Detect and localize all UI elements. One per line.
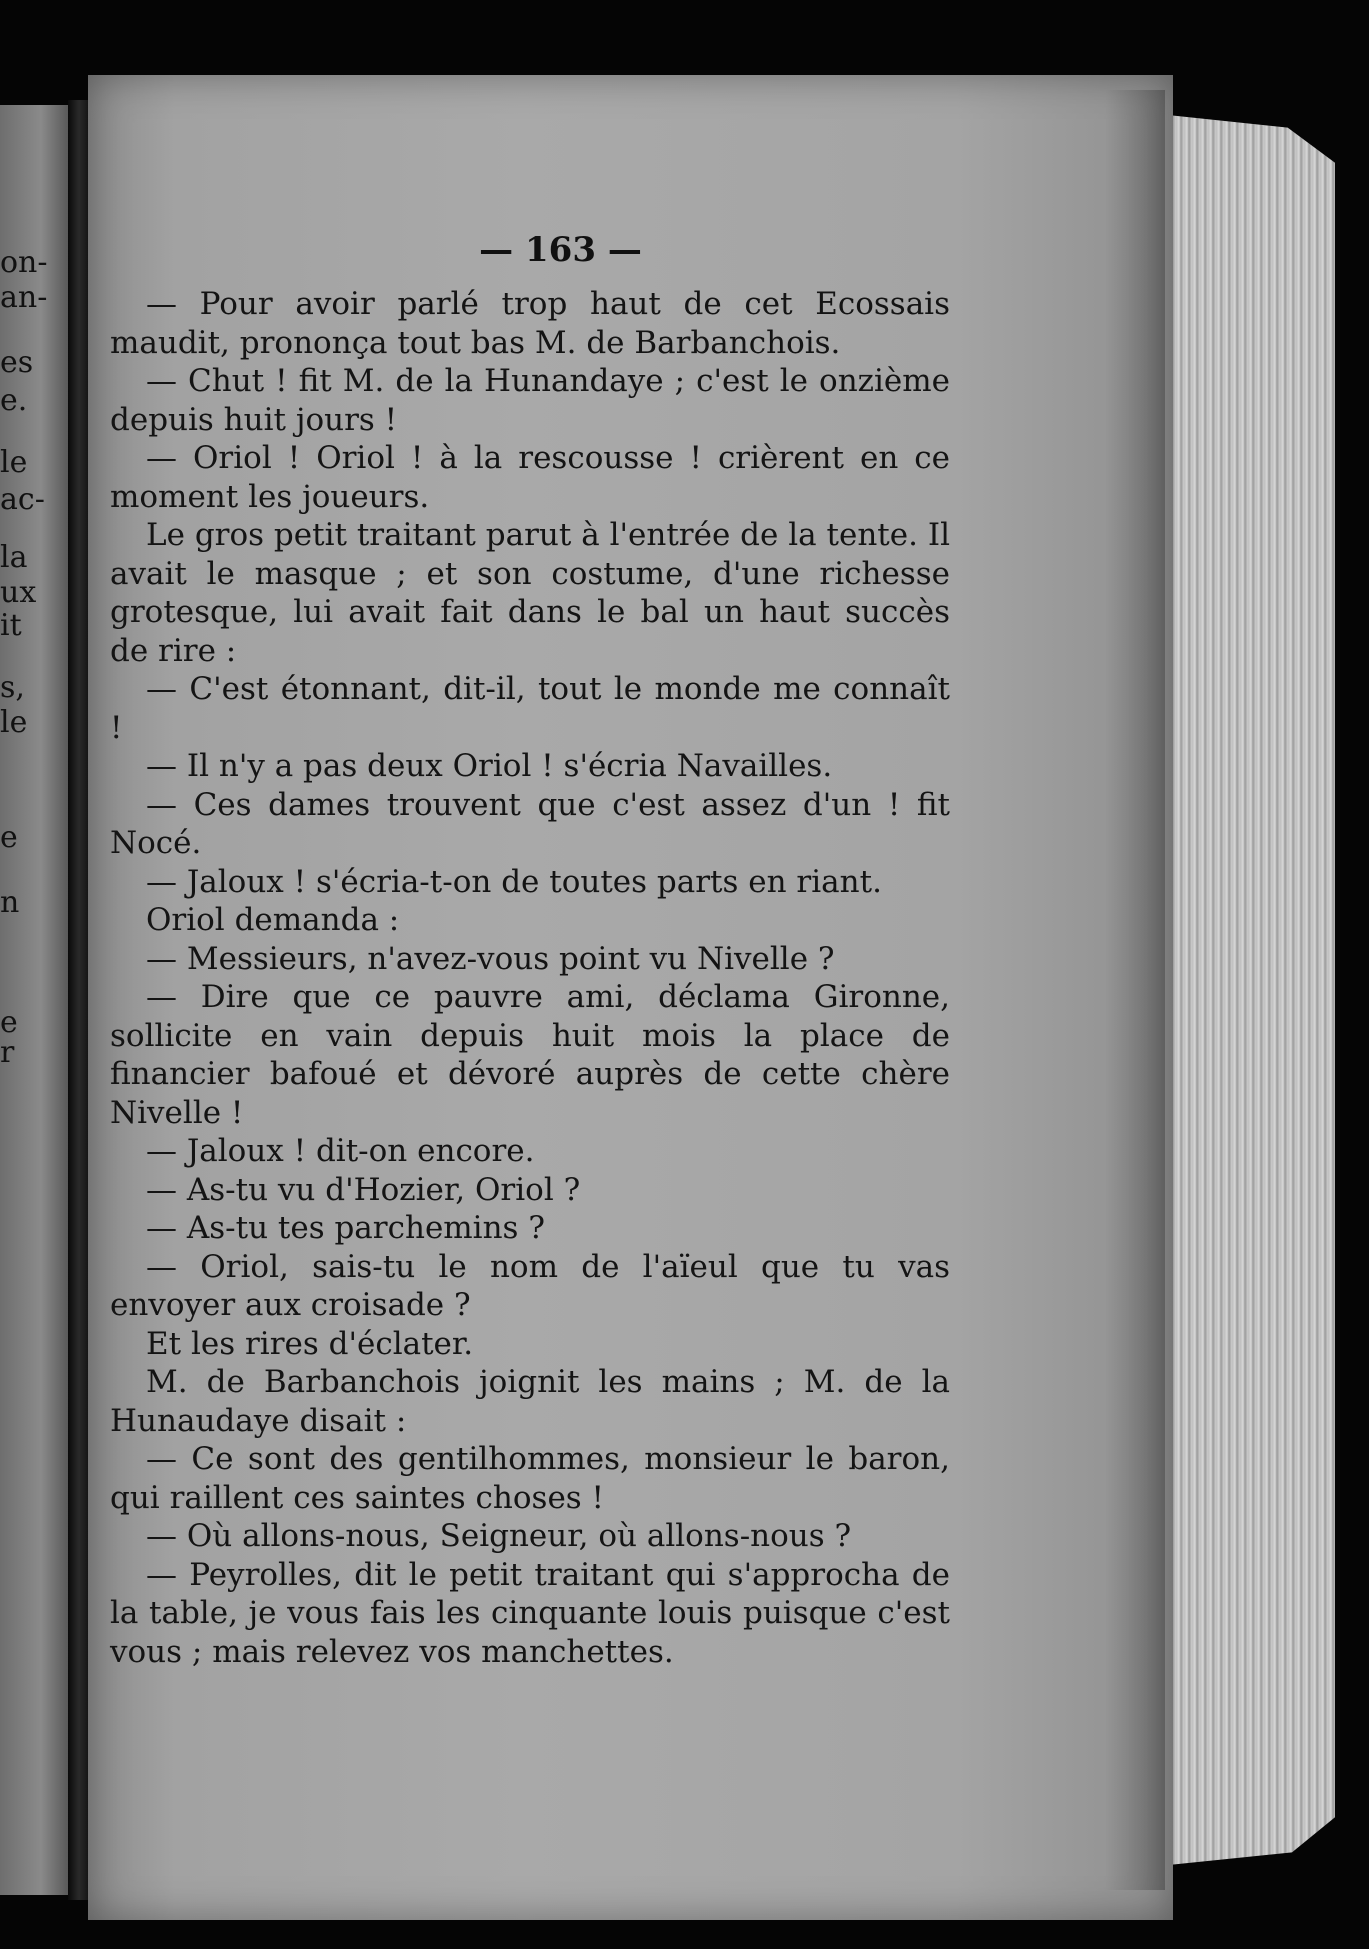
paragraph: — Où allons-nous, Seigneur, où allons-nous ?	[146, 1518, 852, 1554]
paragraph: — Il n'y a pas deux Oriol ! s'écria Navailles.	[146, 748, 833, 784]
paragraph: — Ces dames trouvent que c'est assez d'un ! fit Nocé.	[110, 786, 950, 861]
left-page-fragment: e.	[0, 383, 28, 418]
left-page-fragment: e	[0, 820, 18, 855]
left-page-fragment: ac-	[0, 482, 45, 517]
paragraph: Le gros petit traitant parut à l'entrée de la tente. Il avait le masque ; et son costume, d'une richesse grotesque, lui avait fait dans le bal un haut succès de rire :	[110, 517, 950, 669]
left-page-fragment: s,	[0, 670, 25, 705]
left-page-fragment: le	[0, 445, 28, 480]
paragraph: — Jaloux ! dit-on encore.	[146, 1133, 535, 1169]
page-edge-shadow	[1105, 90, 1165, 1890]
paragraph: — Chut ! fit M. de la Hunandaye ; c'est le onzième depuis huit jours !	[110, 363, 950, 438]
left-page-fragment: le	[0, 705, 28, 740]
paragraph: — Oriol ! Oriol ! à la rescousse ! crièrent en ce moment les joueurs.	[110, 440, 950, 515]
left-page-fragment: on-	[0, 245, 48, 280]
paragraph: — Messieurs, n'avez-vous point vu Nivelle ?	[146, 940, 835, 977]
paragraph: — As-tu tes parchemins ?	[146, 1210, 545, 1246]
book-gutter	[68, 100, 90, 1900]
page-body	[110, 285, 950, 1671]
left-page-fragment: ux	[0, 575, 37, 610]
left-page-fragment: an-	[0, 280, 48, 315]
paragraph: — Jaloux ! s'écria-t-on de toutes parts en riant.	[146, 863, 882, 900]
left-page-fragment: n	[0, 885, 20, 920]
paragraph: — Pour avoir parlé trop haut de cet Ecossais maudit, prononça tout bas M. de Barbanchois.	[110, 286, 950, 361]
paragraph: — C'est étonnant, dit-il, tout le monde me connaît !	[110, 671, 950, 746]
page-number: — 163 —	[479, 230, 642, 270]
paragraph: Oriol demanda :	[146, 902, 400, 938]
left-page-sliver	[0, 105, 68, 1895]
paragraph: — Oriol, sais-tu le nom de l'aïeul que tu vas envoyer aux croisade ?	[110, 1248, 950, 1323]
left-page-fragment: es	[0, 345, 34, 380]
paragraph: — As-tu vu d'Hozier, Oriol ?	[146, 1171, 581, 1208]
paragraph: — Dire que ce pauvre ami, déclama Gironne, sollicite en vain depuis huit mois la place de financier bafoué et dévoré auprès de cette chère Nivelle !	[110, 979, 950, 1131]
paragraph: — Peyrolles, dit le petit traitant qui s'approcha de la table, je vous fais les cinquante louis puisque c'est vous ; mais relevez vos manchettes.	[110, 1556, 950, 1670]
paragraph: — Ce sont des gentilhommes, monsieur le baron, qui raillent ces saintes choses !	[110, 1441, 950, 1516]
left-page-fragment: la	[0, 540, 28, 575]
left-page-fragment: e	[0, 1005, 18, 1040]
paragraph: Et les rires d'éclater.	[146, 1325, 474, 1362]
left-page-fragment: r	[0, 1035, 15, 1070]
book-page	[88, 75, 1173, 1920]
paragraph: M. de Barbanchois joignit les mains ; M. de la Hunaudaye disait :	[110, 1364, 950, 1439]
left-page-fragment: it	[0, 608, 22, 643]
